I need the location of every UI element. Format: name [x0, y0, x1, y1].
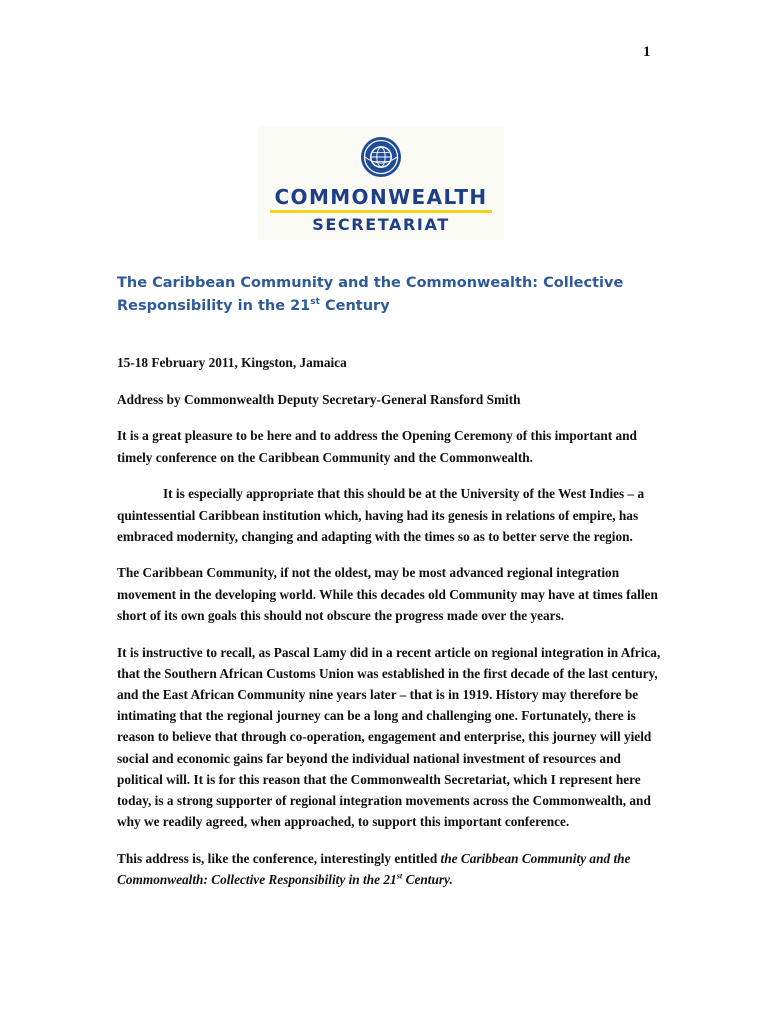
title-main: The Caribbean Community and the Commonwealth: Collective Responsibility in the 21: [117, 275, 624, 314]
paragraph-university: It is especially appropriate that this should be at the University of the West Indies – a quintessential Caribbean institution which, having had its genesis in relations of empire, has embraced modernity, changing and adapting with the times so as to better serve the region.: [117, 486, 645, 544]
logo-text-commonwealth: COMMONWEALTH: [274, 185, 488, 209]
paragraph-opening: It is a great pleasure to be here and to address the Opening Ceremony of this important and timely conference on the Caribbean Community and the Commonwealth.: [117, 428, 637, 465]
paragraph-caribbean-community: The Caribbean Community, if not the oldest, may be most advanced regional integration movement in the developing world. While this decades old Community may have at times fallen short of its own goals this should not obscure the progress made over the years.: [117, 565, 658, 623]
paragraph-regional-integration: It is instructive to recall, as Pascal Lamy did in a recent article on regional integration in Africa, that the Southern African Customs Union was established in the first decade of the last century, and the East African Community nine years later – that is in 1919. History may therefore be intimating that the regional journey can be a long and challenging one. Fortunately, there is reason to believe that through co-operation, engagement and enterprise, this journey will yield social and economic gains far beyond the individual national investment of resources and political will. It is for this reason that the Commonwealth Secretariat, which I represent here today, is a strong supporter of regional integration movements across the Commonwealth, and why we readily agreed, when approached, to support this important conference.: [117, 644, 661, 830]
logo-divider-bar: [270, 210, 492, 213]
paragraph-address-title: [117, 848, 665, 890]
document-title: [117, 272, 657, 318]
date-location-line: 15-18 February 2011, Kingston, Jamaica: [117, 355, 347, 370]
logo-text-secretariat: SECRETARIAT: [312, 215, 450, 234]
italic-title-superscript: st: [396, 870, 403, 881]
globe-icon: [360, 136, 402, 178]
italic-title-text: the Caribbean Community and the Commonwealth: Collective Responsibility in the 21: [117, 850, 631, 888]
document-body: [117, 352, 665, 906]
title-end: Century: [319, 298, 390, 314]
paragraph-lead-text: This address is, like the conference, interestingly entitled: [117, 850, 441, 866]
speaker-line: Address by Commonwealth Deputy Secretary-General Ransford Smith: [117, 391, 521, 407]
title-superscript: st: [310, 297, 320, 308]
italic-title-end: Century.: [402, 872, 453, 888]
commonwealth-secretariat-logo: [258, 126, 504, 240]
page-number: 1: [643, 44, 651, 60]
